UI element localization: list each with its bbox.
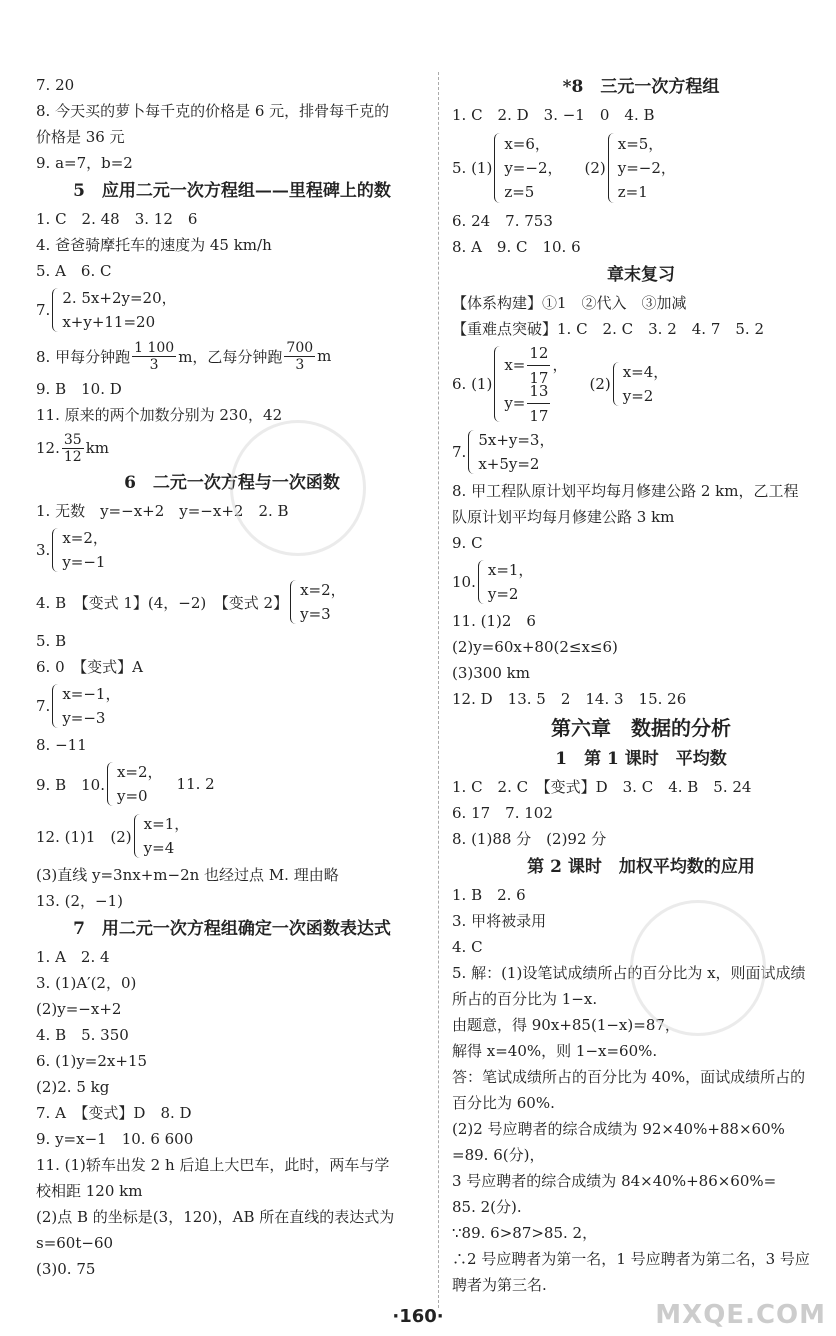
answer-line: 12. (1)1 (2) x=1， y=4 xyxy=(36,810,428,862)
answer-line: 6. (1) x= $\frac{12}{17}$ ， y= $\frac{13}{17}$ (2) x=4， y=2 xyxy=(452,342,830,426)
answer-line: 1. 无数 y=−x+2 y=−x+2 2. B xyxy=(36,502,289,520)
right-column xyxy=(452,72,830,1298)
answer-line: 4. 爸爸骑摩托车的速度为 45 km/h xyxy=(36,236,272,254)
fraction: $\frac{1 100}{3}$ xyxy=(134,339,175,373)
equation-system: x=4， y=2 xyxy=(611,360,669,408)
answer-line: s=60t−60 xyxy=(36,1234,114,1252)
answer-line: 4. B 【变式 1】(4，−2) 【变式 2】 x=2， y=3 xyxy=(36,576,428,628)
answer-line: 3 号应聘者的综合成绩为 84×40%+86×60%= xyxy=(452,1172,777,1190)
answer-line: 10. x=1， y=2 xyxy=(452,556,830,608)
equation-system: 2. 5x+2y=20， x+y+11=20 xyxy=(50,286,176,334)
answer-line: 6. (1)y=2x+15 xyxy=(36,1052,148,1070)
answer-line: 所占的百分比为 1−x. xyxy=(452,990,598,1008)
answer-line: 6. 0 【变式】A xyxy=(36,658,143,676)
answer-line: 7. A 【变式】D 8. D xyxy=(36,1104,192,1122)
section-heading: 5 应用二元一次方程组——里程碑上的数 xyxy=(73,181,391,201)
answer-line: 5. (1) x=6， y=−2， z=5 (2) x=5， y=−2， z=1 xyxy=(452,128,830,208)
answer-line: 1. A 2. 4 xyxy=(36,948,110,966)
section-heading: 章末复习 xyxy=(607,265,675,285)
answer-line: 校相距 120 km xyxy=(36,1182,143,1200)
column-divider xyxy=(438,72,439,1308)
answer-line: 11. (1)轿车出发 2 h 后追上大巴车，此时，两车与学 xyxy=(36,1156,390,1174)
fraction: $\frac{35}{12}$ xyxy=(63,431,82,465)
answer-line: 8. (1)88 分 (2)92 分 xyxy=(452,830,607,848)
answer-line: 7. 2. 5x+2y=20， x+y+11=20 xyxy=(36,284,428,336)
answer-line: 5. 解：(1)设笔试成绩所占的百分比为 x，则面试成绩 xyxy=(452,964,806,982)
answer-line: 9. y=x−1 10. 6 600 xyxy=(36,1130,194,1148)
section-heading: 7 用二元一次方程组确定一次函数表达式 xyxy=(73,919,391,939)
answer-line: (3)300 km xyxy=(452,664,530,682)
equation-system: x=1， y=4 xyxy=(132,812,190,860)
site-logo: MXQE.COM xyxy=(655,1300,826,1330)
equation-system: x=−1， y=−3 xyxy=(50,682,120,730)
section-heading: 第 2 课时 加权平均数的应用 xyxy=(527,857,755,877)
answer-line: 8. 甲工程队原计划平均每月修建公路 2 km，乙工程 xyxy=(452,482,799,500)
answer-line: 6. 17 7. 102 xyxy=(452,804,553,822)
equation-system: x=5， y=−2， z=1 xyxy=(606,132,676,204)
answer-line: (2)y=60x+80(2≤x≤6) xyxy=(452,638,618,656)
watermark-stamp xyxy=(230,420,366,556)
section-heading: *8 三元一次方程组 xyxy=(562,77,720,97)
answer-line: 5. B xyxy=(36,632,67,650)
answer-line: 6. 24 7. 753 xyxy=(452,212,553,230)
answer-line: 8. A 9. C 10. 6 xyxy=(452,238,581,256)
answer-line: 9. B 10. x=2， y=0 11. 2 xyxy=(36,758,428,810)
answer-line: ∴2 号应聘者为第一名，1 号应聘者为第二名，3 号应 xyxy=(452,1250,810,1268)
answer-line: 12. $\frac{35}{12}$ km xyxy=(36,431,110,465)
equation-system: x=2， y=3 xyxy=(288,578,346,626)
answer-line: 11. (1)2 6 xyxy=(452,612,536,630)
answer-line: 3. 甲将被录用 xyxy=(452,912,547,930)
answer-line: (2)2. 5 kg xyxy=(36,1078,110,1096)
answer-line: (3)0. 75 xyxy=(36,1260,96,1278)
equation-system: x=2， y=−1 xyxy=(50,526,108,574)
page-number: ·160· xyxy=(392,1306,444,1327)
answer-line: 9. C xyxy=(452,534,483,552)
answer-line: 队原计划平均每月修建公路 3 km xyxy=(452,508,675,526)
section-heading: 6 二元一次方程与一次函数 xyxy=(124,473,340,493)
answer-line: 85. 2(分). xyxy=(452,1198,522,1216)
answer-line: 7. x=−1， y=−3 xyxy=(36,680,428,732)
answer-line: 1. C 2. D 3. −1 0 4. B xyxy=(452,106,655,124)
answer-line: 11. 原来的两个加数分别为 230，42 xyxy=(36,406,283,424)
answer-line: 【体系构建】①1 ②代入 ③加减 xyxy=(452,294,687,312)
section-heading: 1 第 1 课时 平均数 xyxy=(555,749,727,769)
answer-line: (3)直线 y=3nx+m−2n 也经过点 M. 理由略 xyxy=(36,866,339,884)
answer-line: (2)2 号应聘者的综合成绩为 92×40%+88×60% xyxy=(452,1120,785,1138)
answer-line: ∵89. 6>87>85. 2， xyxy=(452,1224,598,1242)
left-column xyxy=(36,72,428,1282)
equation-system: x=2， y=0 xyxy=(105,760,163,808)
answer-line: 9. B 10. D xyxy=(36,380,122,398)
answer-line: 答：笔试成绩所占的百分比为 40%，面试成绩所占的 xyxy=(452,1068,806,1086)
watermark-stamp xyxy=(630,900,766,1036)
answer-line: 7. 20 xyxy=(36,76,75,94)
answer-line: 由题意，得 90x+85(1−x)=87， xyxy=(452,1016,680,1034)
equation-system: 5x+y=3， x+5y=2 xyxy=(466,428,554,476)
answer-line: 13. (2，−1) xyxy=(36,892,123,910)
answer-line: 百分比为 60%. xyxy=(452,1094,555,1112)
answer-line: 3. (1)A′(2，0) xyxy=(36,974,137,992)
answer-line: (2)y=−x+2 xyxy=(36,1000,122,1018)
answer-line: 解得 x=40%，则 1−x=60%. xyxy=(452,1042,658,1060)
answer-line: 7. 5x+y=3， x+5y=2 xyxy=(452,426,830,478)
answer-line: 9. a=7，b=2 xyxy=(36,154,133,172)
answer-line: 8. 甲每分钟跑 $\frac{1 100}{3}$ m，乙每分钟跑 $\frac{700}{3}$ m xyxy=(36,339,332,373)
answer-line: 8. −11 xyxy=(36,736,87,754)
answer-line: 4. C xyxy=(452,938,483,956)
fraction: $\frac{700}{3}$ xyxy=(286,339,314,373)
answer-line: 1. C 2. 48 3. 12 6 xyxy=(36,210,198,228)
equation-system: x=6， y=−2， z=5 xyxy=(492,132,562,204)
answer-line: 12. D 13. 5 2 14. 3 15. 26 xyxy=(452,690,687,708)
chapter-heading: 第六章 数据的分析 xyxy=(551,716,731,740)
equation-system: x=1， y=2 xyxy=(476,558,534,606)
answer-line: 4. B 5. 350 xyxy=(36,1026,129,1044)
answer-line: 3. x=2， y=−1 xyxy=(36,524,428,576)
answer-line: 5. A 6. C xyxy=(36,262,112,280)
equation-system: x= $\frac{12}{17}$ ， y= $\frac{13}{17}$ xyxy=(492,346,567,422)
answer-line: 8. 今天买的萝卜每千克的价格是 6 元，排骨每千克的 xyxy=(36,102,390,120)
answer-line: 1. B 2. 6 xyxy=(452,886,526,904)
answer-line: 价格是 36 元 xyxy=(36,128,125,146)
answer-line: =89. 6(分)， xyxy=(452,1146,545,1164)
answer-line: 聘者为第三名. xyxy=(452,1276,547,1294)
answer-line: 1. C 2. C 【变式】D 3. C 4. B 5. 24 xyxy=(452,778,752,796)
answer-line: 【重难点突破】1. C 2. C 3. 2 4. 7 5. 2 xyxy=(452,320,764,338)
answer-line: (2)点 B 的坐标是(3，120)，AB 所在直线的表达式为 xyxy=(36,1208,395,1226)
